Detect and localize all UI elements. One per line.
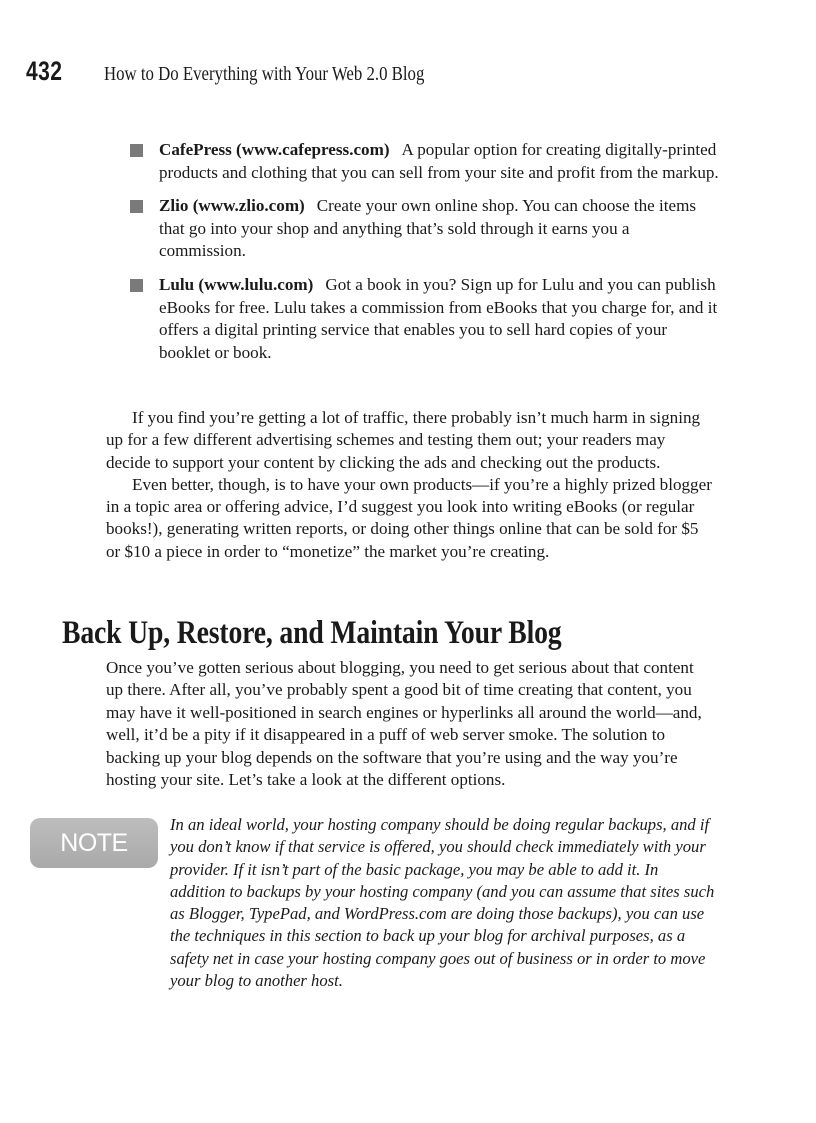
list-item-name: CafePress (www.cafepress.com) <box>159 140 390 159</box>
section-body-paragraph: Once you’ve gotten serious about blogging, you need to get serious about that content up there. After all, you’ve probably spent a good bit of time creating that content, you may have it well-positioned in search engines or hyperlinks all around the world—and, well, it’d be a pity if it disappeared in a puff of web server smoke. The solution to backing up your blog depends on the software that you’re using and the way you’re hosting your site. Let’s take a look at the different options. <box>106 658 702 790</box>
paragraph-own-products: Even better, though, is to have your own products—if you’re a highly prized blogger in a topic area or offering advice, I’d suggest you look into writing eBooks (or regular books!), generating written reports, or doing other things online that can be sold for $5 or $10 a piece in order to “monetize” the market you’re creating. <box>106 474 712 561</box>
square-bullet-icon <box>130 200 143 213</box>
section-heading: Back Up, Restore, and Maintain Your Blog <box>62 615 562 651</box>
list-item-text: Got a book in you? Sign up for Lulu and you can publish eBooks for free. Lulu takes a commission from eBooks that you charge for, and it offers a digital printing service that enables you to sell hard copies of your booklet or book. <box>159 275 718 362</box>
list-item-name: Zlio (www.zlio.com) <box>159 196 305 216</box>
list-item-cafepress <box>130 139 720 184</box>
list-item-lulu <box>130 274 720 364</box>
book-title: How to Do Everything with Your Web 2.0 Blog <box>104 63 425 85</box>
running-head <box>26 56 485 92</box>
page-number: 432 <box>26 56 63 86</box>
body-text <box>106 407 712 563</box>
list-item-zlio <box>130 195 720 263</box>
list-item-name: Lulu (www.lulu.com) <box>159 275 314 295</box>
bullet-list <box>130 139 720 376</box>
note-text: In an ideal world, your hosting company should be doing regular backups, and if you don’t know if that service is offered, you should check immediately with your provider. If it isn’t part of the basic package, you may be able to add it. In addition to backups by your hosting company (and you can assume that sites such as Blogger, TypePad, and WordPress.com are doing those backups), you can use the techniques in this section to back up your blog for archival purposes, as a safety net in case your hosting company goes out of business or in order to move your blog to another host. <box>170 815 715 991</box>
note-label: NOTE <box>60 829 128 857</box>
list-item-text: Create your own online shop. You can choose the items that go into your shop and anything that’s sold through it earns you a commission. <box>159 196 697 261</box>
square-bullet-icon <box>130 144 143 157</box>
list-item-text: A popular option for creating digitally-printed products and clothing that you can sell from your site and profit from the markup. <box>159 140 719 182</box>
square-bullet-icon <box>130 279 143 292</box>
paragraph-advertising: If you find you’re getting a lot of traffic, there probably isn’t much harm in signing up for a few different advertising schemes and testing them out; your readers may decide to support your content by clicking the ads and checking out the products. <box>106 408 701 472</box>
